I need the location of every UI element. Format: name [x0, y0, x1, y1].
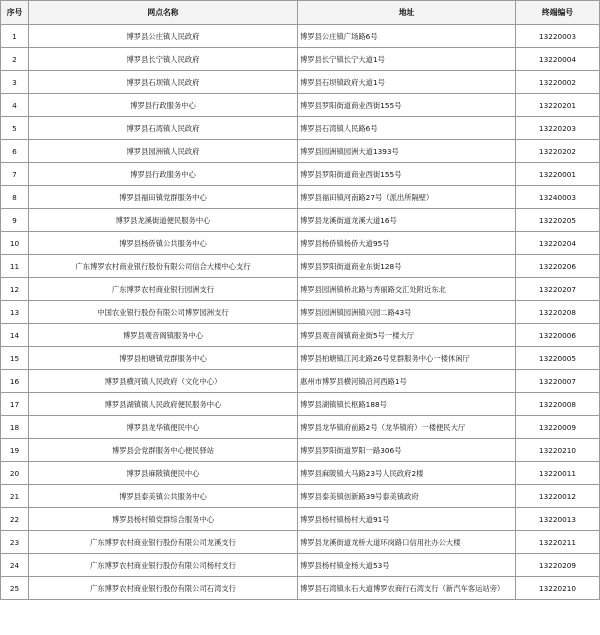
outlet-name: 广东博罗农村商业银行股份有限公司信合大楼中心支行: [29, 255, 298, 278]
terminal-id: 13220009: [516, 416, 600, 439]
outlet-address: 惠州市博罗县横河镇沿河西路1号: [298, 370, 516, 393]
row-number: 10: [1, 232, 29, 255]
outlet-name: 广东博罗农村商业银行园洲支行: [29, 278, 298, 301]
table-row: [1, 71, 600, 94]
outlet-address: 博罗县湖镇镇长枢路188号: [298, 393, 516, 416]
table-row: [1, 462, 600, 485]
table-row: [1, 25, 600, 48]
outlet-name: 博罗县泰美镇公共服务中心: [29, 485, 298, 508]
outlet-address: 博罗县柏塘镇江河北路26号党群服务中心一楼休闲厅: [298, 347, 516, 370]
outlet-name: 博罗县行政服务中心: [29, 163, 298, 186]
row-number: 3: [1, 71, 29, 94]
row-number: 14: [1, 324, 29, 347]
header-terminal-id: 终端编号: [516, 1, 600, 25]
outlet-name: 博罗县福田镇党群服务中心: [29, 186, 298, 209]
row-number: 21: [1, 485, 29, 508]
terminal-id: 13220006: [516, 324, 600, 347]
outlet-address: 博罗县杨村镇杨村大道91号: [298, 508, 516, 531]
terminal-id: 13220005: [516, 347, 600, 370]
table-row: [1, 439, 600, 462]
table-row: [1, 163, 600, 186]
terminal-id: 13220007: [516, 370, 600, 393]
row-number: 12: [1, 278, 29, 301]
outlet-name: 博罗县横河镇人民政府（文化中心）: [29, 370, 298, 393]
outlet-name: 博罗县行政服务中心: [29, 94, 298, 117]
outlet-name: 博罗县会党群服务中心便民驿站: [29, 439, 298, 462]
outlet-address: 博罗县龙溪街道龙桥大道环岗路口信用社办公大楼: [298, 531, 516, 554]
row-number: 24: [1, 554, 29, 577]
outlet-address: 博罗县杨村镇金杨大道53号: [298, 554, 516, 577]
table-row: [1, 577, 600, 600]
row-number: 18: [1, 416, 29, 439]
outlet-name: 博罗县杨村镇党群综合服务中心: [29, 508, 298, 531]
outlet-address: 博罗县园洲镇园洲大道1393号: [298, 140, 516, 163]
outlet-address: 博罗县公庄镇广场路6号: [298, 25, 516, 48]
outlet-address: 博罗县杨侨镇杨侨大道95号: [298, 232, 516, 255]
table-row: [1, 485, 600, 508]
header-outlet-name: 网点名称: [29, 1, 298, 25]
terminal-id: 13220210: [516, 577, 600, 600]
row-number: 11: [1, 255, 29, 278]
terminal-id: 13220011: [516, 462, 600, 485]
table-row: [1, 94, 600, 117]
outlet-address: 博罗县泰美镇创新路39号泰美镇政府: [298, 485, 516, 508]
row-number: 15: [1, 347, 29, 370]
table-row: [1, 278, 600, 301]
row-number: 22: [1, 508, 29, 531]
row-number: 4: [1, 94, 29, 117]
terminal-id: 13220205: [516, 209, 600, 232]
row-number: 1: [1, 25, 29, 48]
outlet-name: 博罗县麻陂镇便民中心: [29, 462, 298, 485]
outlet-name: 博罗县柏塘镇党群服务中心: [29, 347, 298, 370]
outlet-address: 博罗县龙华镇府前路2号（龙华镇府）一楼便民大厅: [298, 416, 516, 439]
table-row: [1, 301, 600, 324]
row-number: 6: [1, 140, 29, 163]
outlet-address: 博罗县福田镇河南路27号（派出所隔壁）: [298, 186, 516, 209]
terminal-id: 13220001: [516, 163, 600, 186]
table-row: [1, 324, 600, 347]
outlet-name: 广东博罗农村商业银行股份有限公司石湾支行: [29, 577, 298, 600]
outlet-address: 博罗县石湾镇永石大道博罗农商行石湾支行（新汽车客运站旁）: [298, 577, 516, 600]
table-row: [1, 209, 600, 232]
table-row: [1, 140, 600, 163]
table-row: [1, 186, 600, 209]
outlet-address: 博罗县石湾镇人民路6号: [298, 117, 516, 140]
table-body: [1, 25, 600, 600]
terminal-id: 13240003: [516, 186, 600, 209]
outlet-name: 广东博罗农村商业银行股份有限公司龙溪支行: [29, 531, 298, 554]
terminal-id: 13220012: [516, 485, 600, 508]
header-address: 地址: [298, 1, 516, 25]
row-number: 2: [1, 48, 29, 71]
outlet-address: 博罗县石坝镇政府大道1号: [298, 71, 516, 94]
row-number: 25: [1, 577, 29, 600]
table-row: [1, 393, 600, 416]
outlet-address: 博罗县麻陂镇大马路23号人民政府2楼: [298, 462, 516, 485]
table-row: [1, 48, 600, 71]
outlet-name: 博罗县龙溪街道便民服务中心: [29, 209, 298, 232]
outlet-name: 博罗县石湾镇人民政府: [29, 117, 298, 140]
terminal-id: 13220209: [516, 554, 600, 577]
row-number: 19: [1, 439, 29, 462]
table-row: [1, 117, 600, 140]
outlet-name: 博罗县公庄镇人民政府: [29, 25, 298, 48]
outlet-name: 博罗县园洲镇人民政府: [29, 140, 298, 163]
table-row: [1, 416, 600, 439]
row-number: 9: [1, 209, 29, 232]
outlet-name: 广东博罗农村商业银行股份有限公司杨村支行: [29, 554, 298, 577]
row-number: 20: [1, 462, 29, 485]
terminal-id: 13220211: [516, 531, 600, 554]
outlet-name: 博罗县杨侨镇公共服务中心: [29, 232, 298, 255]
header-no: 序号: [1, 1, 29, 25]
outlet-address: 博罗县长宁镇长宁大道1号: [298, 48, 516, 71]
row-number: 17: [1, 393, 29, 416]
outlet-address: 博罗县园洲镇桥北路与秀丽路交汇处附近东北: [298, 278, 516, 301]
outlet-address: 博罗县罗阳街道商业西街155号: [298, 94, 516, 117]
table-header-row: [1, 1, 600, 25]
outlet-address: 博罗县龙溪街道龙溪大道16号: [298, 209, 516, 232]
outlet-name: 博罗县湖镇镇人民政府便民服务中心: [29, 393, 298, 416]
terminal-id: 13220202: [516, 140, 600, 163]
outlet-address: 博罗县观音阁镇商业街5号一楼大厅: [298, 324, 516, 347]
outlet-name: 博罗县长宁镇人民政府: [29, 48, 298, 71]
terminal-id: 13220206: [516, 255, 600, 278]
terminal-id: 13220208: [516, 301, 600, 324]
terminal-id: 13220002: [516, 71, 600, 94]
outlet-name: 博罗县观音阁镇服务中心: [29, 324, 298, 347]
outlet-address: 博罗县罗阳街道商业西街155号: [298, 163, 516, 186]
terminal-id: 13220207: [516, 278, 600, 301]
table-row: [1, 554, 600, 577]
outlet-name: 博罗县龙华镇便民中心: [29, 416, 298, 439]
table-row: [1, 232, 600, 255]
terminal-id: 13220003: [516, 25, 600, 48]
table-row: [1, 347, 600, 370]
row-number: 13: [1, 301, 29, 324]
outlet-address: 博罗县罗阳街道商业东街128号: [298, 255, 516, 278]
row-number: 23: [1, 531, 29, 554]
row-number: 16: [1, 370, 29, 393]
table-row: [1, 531, 600, 554]
outlet-address: 博罗县园洲镇园洲镇兴园二路43号: [298, 301, 516, 324]
terminal-id: 13220210: [516, 439, 600, 462]
table-row: [1, 508, 600, 531]
terminal-id: 13220204: [516, 232, 600, 255]
terminal-id: 13220008: [516, 393, 600, 416]
table-row: [1, 370, 600, 393]
terminal-id: 13220004: [516, 48, 600, 71]
outlet-address: 博罗县罗阳街道罗阳一路306号: [298, 439, 516, 462]
outlet-name: 博罗县石坝镇人民政府: [29, 71, 298, 94]
terminal-id: 13220203: [516, 117, 600, 140]
row-number: 7: [1, 163, 29, 186]
row-number: 8: [1, 186, 29, 209]
terminal-id: 13220201: [516, 94, 600, 117]
terminal-id: 13220013: [516, 508, 600, 531]
outlet-name: 中国农业银行股份有限公司博罗园洲支行: [29, 301, 298, 324]
row-number: 5: [1, 117, 29, 140]
table-row: [1, 255, 600, 278]
